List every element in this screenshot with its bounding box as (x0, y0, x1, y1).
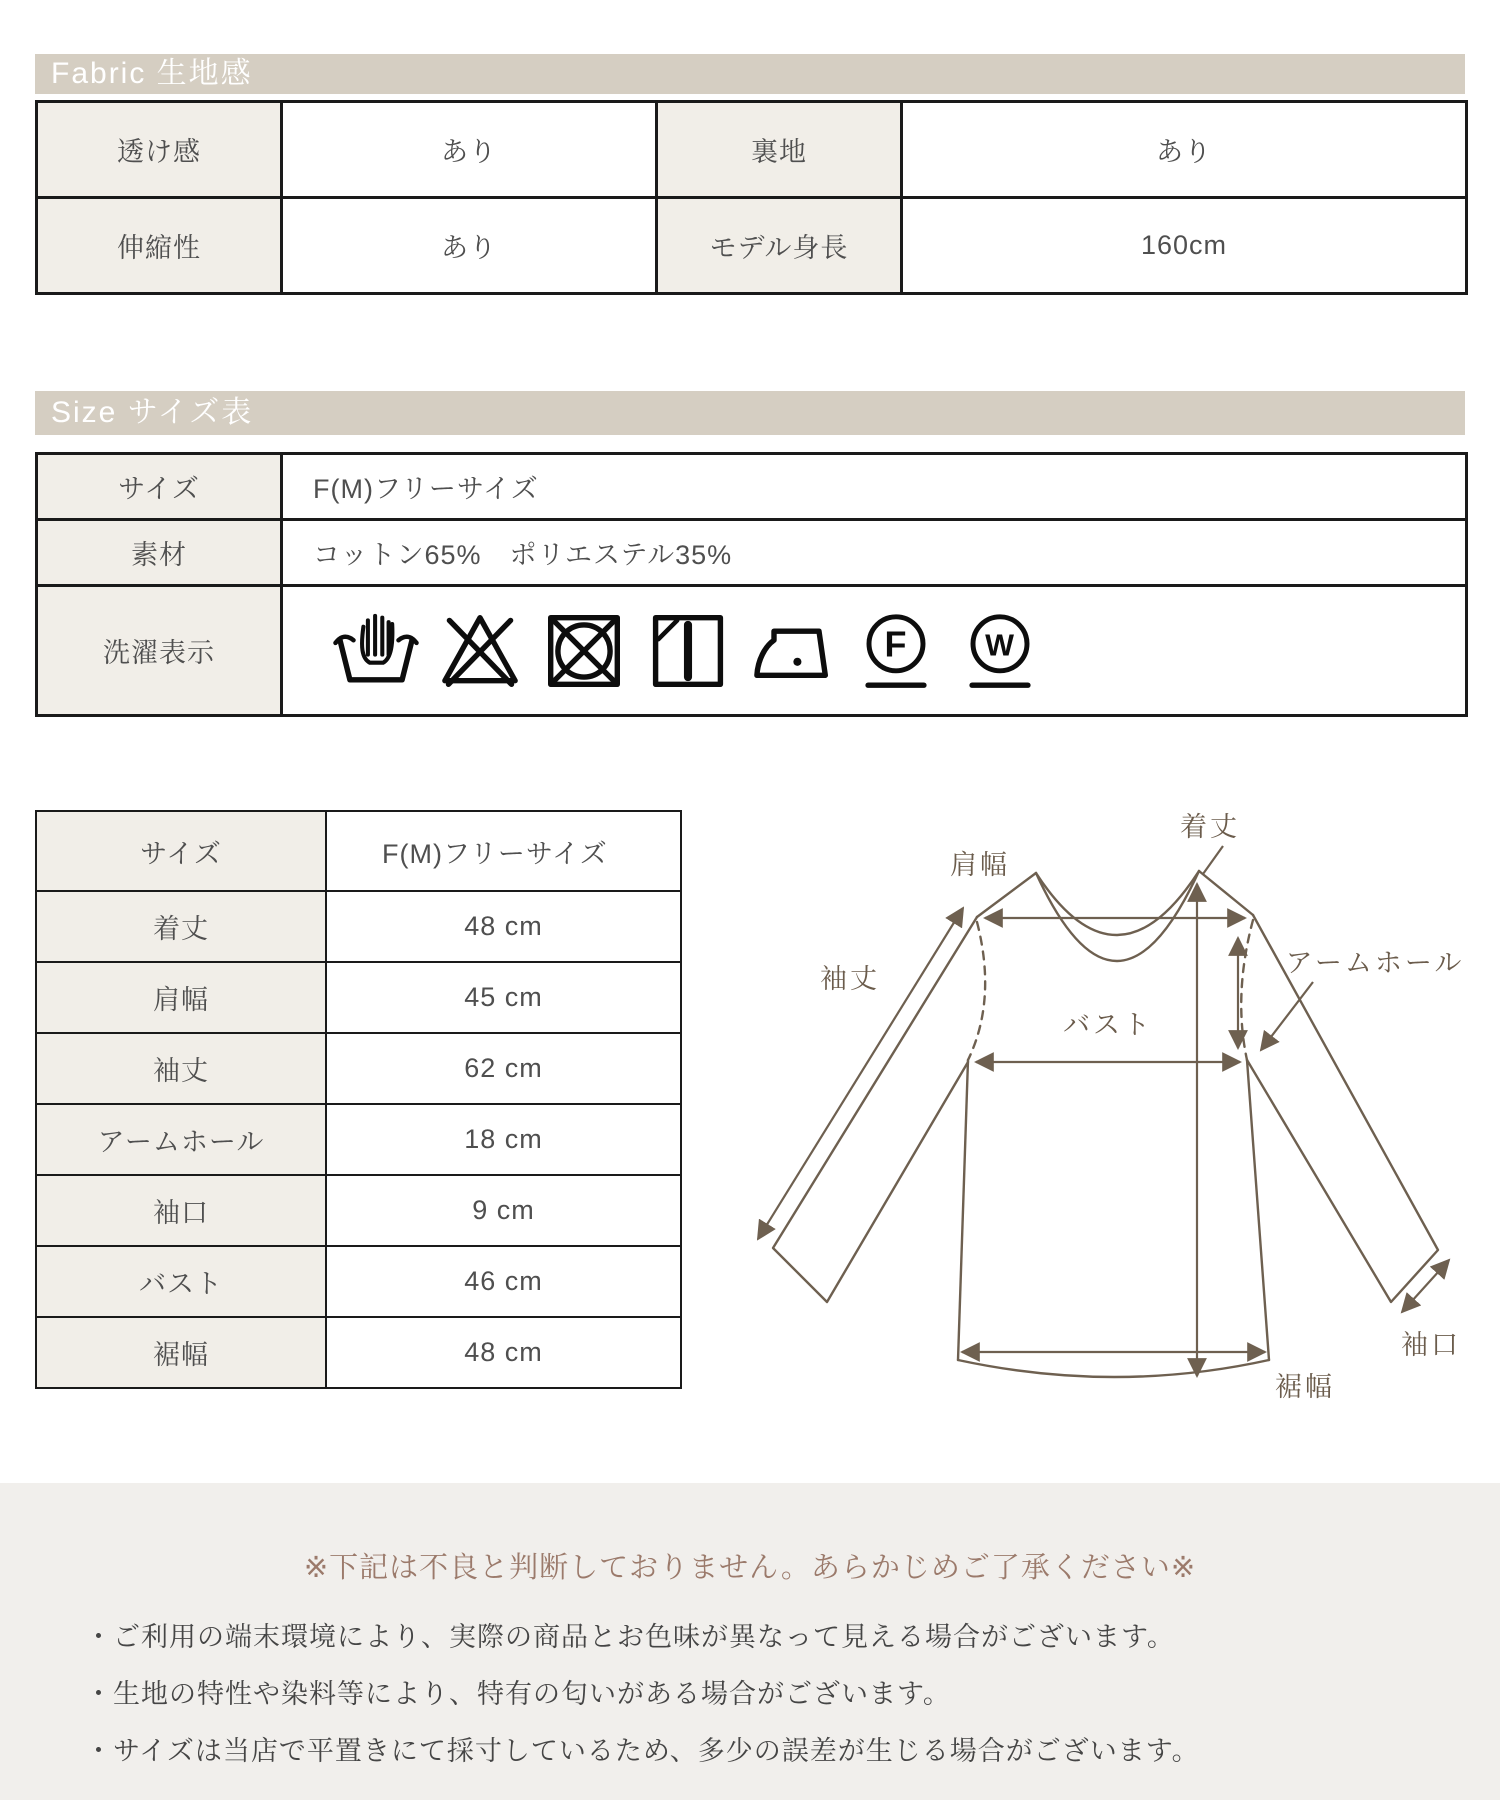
measurement-table (35, 810, 682, 1389)
note-item-color: ・ご利用の端末環境により、実際の商品とお色味が異なって見える場合がございます。 (85, 1622, 1175, 1652)
size-label: サイズ (37, 454, 282, 520)
measurement-value-hem: 48 cm (326, 1317, 681, 1388)
fabric-label-stretch: 伸縮性 (37, 198, 282, 294)
measurement-value-bust: 46 cm (326, 1246, 681, 1317)
table-row (36, 1317, 681, 1388)
diagram-label-bust: バスト (1063, 1010, 1153, 1040)
hand-wash-icon (331, 606, 421, 696)
fabric-value-lining: あり (902, 102, 1467, 198)
measurement-label-bust: バスト (36, 1246, 326, 1317)
measurement-label-length: 着丈 (36, 891, 326, 962)
measurement-label-hem: 裾幅 (36, 1317, 326, 1388)
line-dry-in-shade-icon (643, 606, 733, 696)
note-item-smell: ・生地の特性や染料等により、特有の匂いがある場合がございます。 (85, 1679, 951, 1709)
svg-text:F: F (884, 622, 908, 664)
measurement-label-shoulder: 肩幅 (36, 962, 326, 1033)
measurement-value-sleeve: 62 cm (326, 1033, 681, 1104)
size-section-header: Size サイズ表 (35, 391, 1465, 435)
diagram-label-armhole: アームホール (1285, 948, 1465, 978)
care-label: 洗濯表示 (37, 586, 282, 716)
do-not-bleach-icon (435, 606, 525, 696)
collar-outer-line (1036, 871, 1199, 935)
fabric-label-sheerness: 透け感 (37, 102, 282, 198)
armhole-pointer-line (1261, 982, 1313, 1050)
size-value: F(M)フリーサイズ (282, 454, 1467, 520)
fabric-label-model-height: モデル身長 (657, 198, 902, 294)
notes-section (0, 1483, 1500, 1800)
table-row (36, 891, 681, 962)
table-row (36, 1246, 681, 1317)
notes-list (0, 1615, 1500, 1768)
table-row (36, 811, 681, 891)
fabric-value-model-height: 160cm (902, 198, 1467, 294)
measurement-value-shoulder: 45 cm (326, 962, 681, 1033)
notes-title: ※下記は不良と判断しておりません。あらかじめご了承ください※ (303, 1552, 1197, 1584)
shoulder-seams (977, 871, 1253, 917)
table-row (37, 454, 1467, 520)
table-row (36, 1104, 681, 1175)
measurement-value-armhole: 18 cm (326, 1104, 681, 1175)
table-row (36, 1033, 681, 1104)
left-armhole-dashed (968, 922, 985, 1060)
table-row (36, 1175, 681, 1246)
measurement-value-cuff: 9 cm (326, 1175, 681, 1246)
hem-curve (958, 1360, 1269, 1377)
table-row (37, 198, 1467, 294)
fabric-value-sheerness: あり (282, 102, 657, 198)
measurement-label-armhole: アームホール (36, 1104, 326, 1175)
note-item-size-tolerance: ・サイズは当店で平置きにて採寸しているため、多少の誤差が生じる場合がございます。 (85, 1736, 1200, 1766)
garment-diagram-svg (645, 690, 1465, 1410)
diagram-label-hem: 裾幅 (1275, 1372, 1335, 1402)
cuff-arrow (1402, 1260, 1449, 1312)
fabric-label-lining: 裏地 (657, 102, 902, 198)
wet-clean-gentle-icon (955, 606, 1045, 696)
garment-measurement-diagram (645, 690, 1465, 1410)
table-row (37, 102, 1467, 198)
table-row (36, 962, 681, 1033)
measurement-value-length: 48 cm (326, 891, 681, 962)
right-armhole-dashed (1241, 920, 1253, 1060)
collar-inner-line (1036, 871, 1199, 961)
left-body-side (958, 1060, 968, 1360)
diagram-label-cuff: 袖口 (1401, 1330, 1461, 1360)
svg-text:W: W (985, 628, 1015, 662)
diagram-label-sleeve-length: 袖丈 (820, 964, 880, 994)
measurement-label-cuff: 袖口 (36, 1175, 326, 1246)
measurement-label-sleeve: 袖丈 (36, 1033, 326, 1104)
material-label: 素材 (37, 520, 282, 586)
care-icons-row (313, 606, 1464, 696)
material-value: コットン65% ポリエステル35% (282, 520, 1467, 586)
fabric-table (35, 100, 1468, 295)
fabric-section-header: Fabric 生地感 (35, 54, 1465, 94)
size-info-table (35, 452, 1468, 717)
measurement-header-value: F(M)フリーサイズ (326, 811, 681, 891)
iron-low-heat-icon (747, 606, 837, 696)
measurement-header-label: サイズ (36, 811, 326, 891)
diagram-label-shoulder: 肩幅 (950, 850, 1010, 880)
dry-clean-petroleum-gentle-icon (851, 606, 941, 696)
diagram-label-length: 着丈 (1180, 812, 1240, 842)
fabric-value-stretch: あり (282, 198, 657, 294)
sleeve-length-arrow (758, 908, 963, 1239)
length-pointer-line (1203, 846, 1223, 874)
do-not-tumble-dry-icon (539, 606, 629, 696)
right-body-side (1247, 1060, 1269, 1360)
table-row (37, 520, 1467, 586)
